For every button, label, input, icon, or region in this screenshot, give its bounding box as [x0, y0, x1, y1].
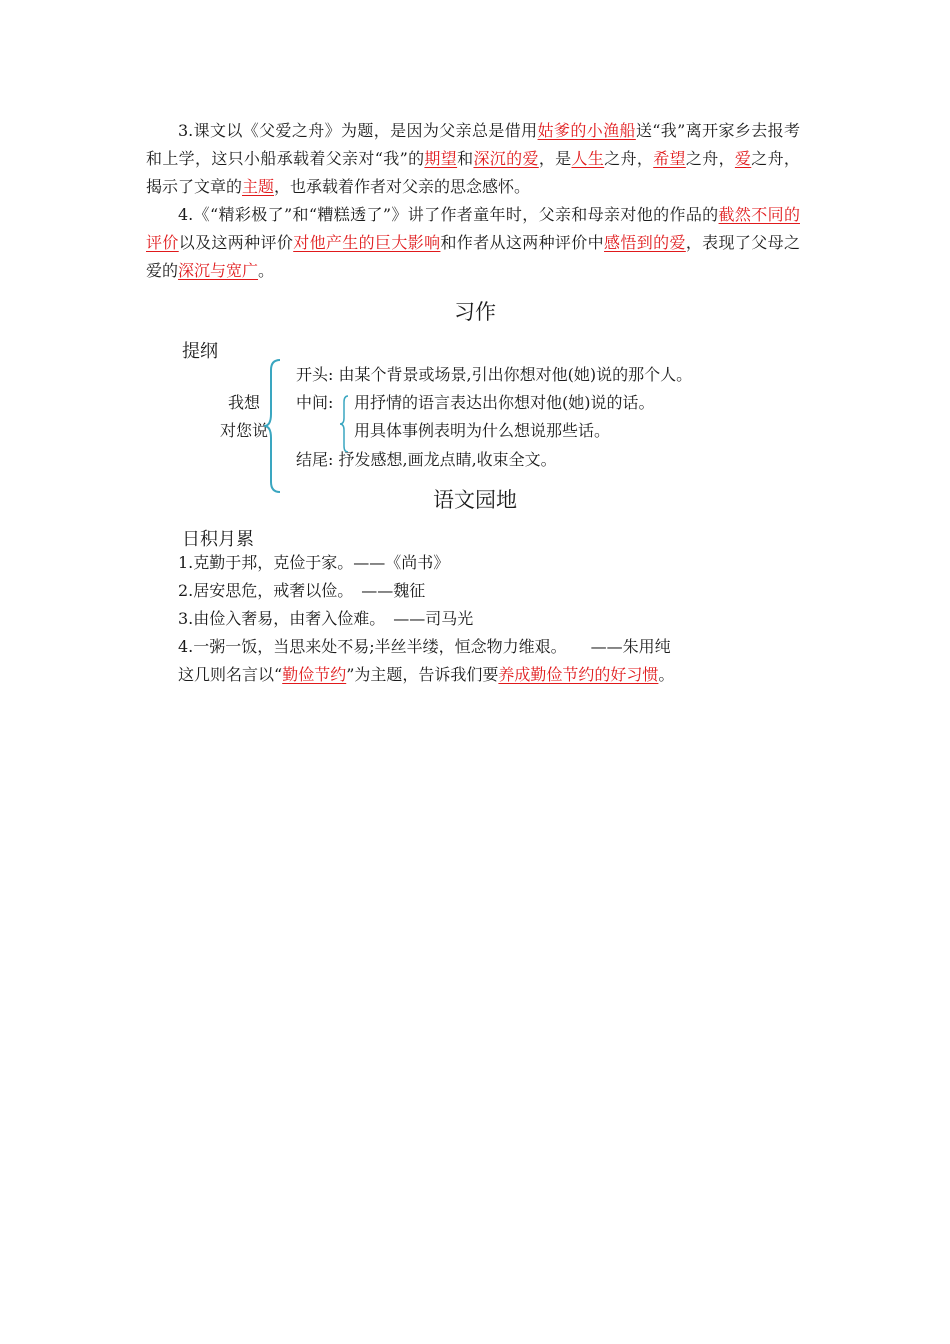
text: 3.课文以《父爱之舟》为题，是因为父亲总是借用 — [178, 121, 538, 140]
text: 4.《“精彩极了”和“糟糕透了”》讲了作者童年时，父亲和母亲对他的作品的 — [178, 205, 719, 224]
label: 结尾: — [296, 450, 334, 469]
answer-blank: 勤俭节约 — [282, 665, 347, 684]
section-title-yuwen: 语文园地 — [433, 488, 517, 512]
section-title-xizuo: 习作 — [454, 300, 496, 324]
text: 这几则名言以“ — [178, 665, 283, 684]
answer-blank: 截然不同的评价 — [146, 205, 800, 252]
outline-mid-label: 中间: — [296, 393, 334, 412]
answer-blank: 对他产生的巨大影响 — [293, 233, 441, 252]
answer-blank: 深沉的爱 — [473, 149, 539, 168]
text: ，也承载着作者对父亲的思念感怀。 — [274, 177, 531, 196]
answer-blank: 深沉与宽广 — [178, 261, 259, 280]
outline-mid-text-1: 用抒情的语言表达出你想对他(她)说的话。 — [354, 393, 655, 412]
section-subtitle: 日积月累 — [182, 529, 254, 550]
outline-end — [296, 449, 557, 471]
text: 抒发感想,画龙点睛,收束全文。 — [338, 450, 557, 469]
inner-brace-icon — [338, 394, 352, 454]
paragraph-4 — [146, 201, 800, 285]
text: 由某个背景或场景,引出你想对他(她)说的那个人。 — [338, 365, 693, 384]
answer-blank: 希望 — [653, 149, 686, 168]
outline-open — [296, 364, 692, 386]
outer-brace-icon — [262, 358, 286, 494]
text: ，表现了父母之爱的 — [146, 233, 800, 280]
text: ”为主题，告诉我们要 — [346, 665, 499, 684]
topic-line-2: 对您说 — [220, 421, 269, 440]
text: 和作者从这两种评价中 — [440, 233, 605, 252]
text: 。 — [258, 261, 275, 280]
topic-line-1: 我想 — [228, 393, 261, 412]
text: ，是 — [538, 149, 572, 168]
quote-2: 2.居安思危，戒奢以俭。 ——魏征 — [178, 581, 426, 600]
text: 之舟， — [604, 149, 654, 168]
answer-blank: 姑爹的小渔船 — [537, 121, 636, 140]
text: 以及这两种评价 — [178, 233, 294, 252]
answer-blank: 养成勤俭节约的好习惯 — [498, 665, 659, 684]
quote-3: 3.由俭入奢易，由奢入俭难。 ——司马光 — [178, 609, 474, 628]
quote-1: 1.克勤于邦，克俭于家。——《尚书》 — [178, 553, 450, 572]
text: 之舟，揭示了文章的 — [146, 149, 800, 196]
outline-label: 提纲 — [182, 341, 218, 362]
label: 开头: — [296, 365, 334, 384]
answer-blank: 爱 — [734, 149, 752, 168]
answer-blank: 人生 — [571, 149, 605, 168]
answer-blank: 主题 — [242, 177, 275, 196]
quote-4: 4.一粥一饭，当思来处不易;半丝半缕，恒念物力维艰。 ——朱用纯 — [178, 637, 671, 656]
paragraph-3 — [146, 117, 800, 201]
outline-mid-text-2: 用具体事例表明为什么想说那些话。 — [354, 421, 611, 440]
text: 送“我”离开家乡去报考和上学，这只小船承载着父亲对“我”的 — [146, 121, 800, 168]
answer-blank: 感悟到的爱 — [604, 233, 686, 252]
summary-line — [178, 664, 674, 686]
answer-blank: 期望 — [424, 149, 458, 168]
text: 和 — [457, 149, 474, 168]
text: 之舟， — [685, 149, 735, 168]
text: 。 — [658, 665, 675, 684]
